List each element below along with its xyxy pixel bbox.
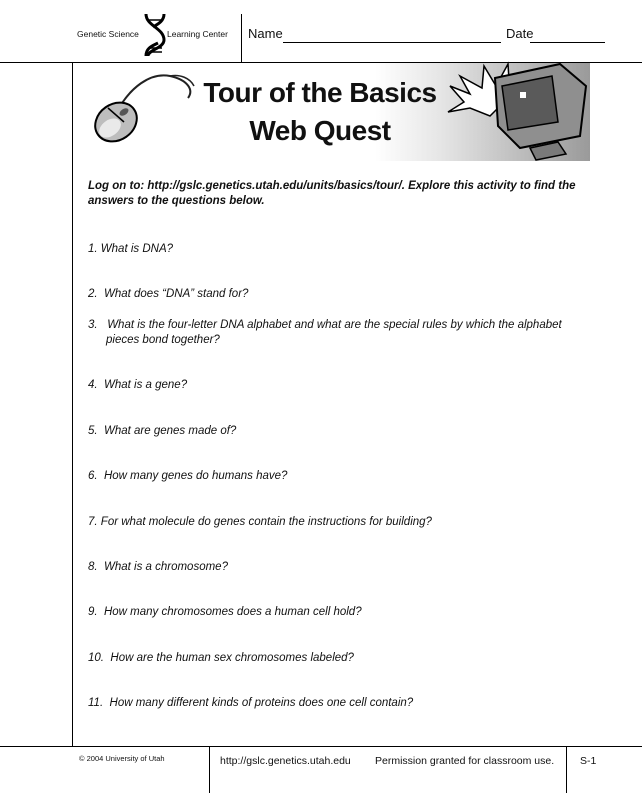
name-field[interactable] — [283, 42, 501, 43]
question-number: 1. — [88, 243, 98, 255]
computer-monitor-icon — [440, 56, 590, 161]
question-9 — [88, 605, 598, 620]
question-6 — [88, 469, 598, 484]
org-name-right: Learning Center — [167, 29, 228, 39]
question-text: What is a chromosome? — [103, 561, 228, 573]
question-10 — [88, 651, 598, 666]
question-text: What is a gene? — [103, 379, 188, 391]
question-number: 5. — [88, 425, 98, 437]
left-margin-rule — [72, 62, 73, 746]
question-4 — [88, 378, 598, 393]
org-name-left: Genetic Science — [77, 29, 139, 39]
question-number: 8. — [88, 561, 98, 573]
question-text: How many genes do humans have? — [103, 470, 288, 482]
title-line-2: Web Quest — [249, 115, 391, 146]
date-field[interactable] — [530, 42, 605, 43]
question-11 — [88, 696, 598, 711]
footer-url: http://gslc.genetics.utah.edu — [220, 755, 351, 767]
question-number: 4. — [88, 379, 98, 391]
question-number: 11. — [88, 697, 104, 709]
dna-logo-icon — [142, 12, 168, 56]
question-text: What are genes made of? — [103, 425, 237, 437]
page-title — [190, 74, 450, 150]
page-header — [0, 0, 642, 62]
instructions: Log on to: http://gslc.genetics.utah.edu/units/basics/tour/. Explore this activity to find the answers to the questions below. — [88, 180, 576, 207]
question-number: 7. — [88, 516, 98, 528]
question-8 — [88, 560, 598, 575]
question-text: How are the human sex chromosomes labeled? — [110, 652, 354, 664]
date-label: Date — [506, 26, 534, 41]
question-5 — [88, 424, 598, 439]
title-line-1: Tour of the Basics — [203, 77, 437, 108]
header-divider — [241, 14, 242, 62]
footer-divider-left — [209, 746, 210, 793]
question-number: 10. — [88, 652, 104, 664]
question-number: 6. — [88, 470, 98, 482]
question-number: 3. — [88, 319, 98, 331]
question-number: 2. — [88, 288, 98, 300]
footer-permission: Permission granted for classroom use. — [375, 755, 555, 767]
question-text: How many chromosomes does a human cell hold? — [103, 606, 362, 618]
question-1 — [88, 242, 598, 257]
page-number: S-1 — [580, 755, 597, 767]
question-text: What is DNA? — [100, 243, 174, 255]
footer-divider-right — [566, 746, 567, 793]
question-text: How many different kinds of proteins does one cell contain? — [109, 697, 414, 709]
question-2 — [88, 287, 598, 302]
question-text: For what molecule do genes contain the instructions for building? — [100, 516, 432, 528]
question-7 — [88, 515, 598, 530]
footer-rule — [0, 746, 642, 747]
question-number: 9. — [88, 606, 98, 618]
name-label: Name — [248, 26, 283, 41]
copyright: © 2004 University of Utah — [79, 754, 165, 763]
question-text: What is the four-letter DNA alphabet and what are the special rules by which the alphabet pieces bond together? — [106, 319, 562, 346]
question-3 — [88, 318, 598, 348]
question-text: What does “DNA” stand for? — [103, 288, 249, 300]
